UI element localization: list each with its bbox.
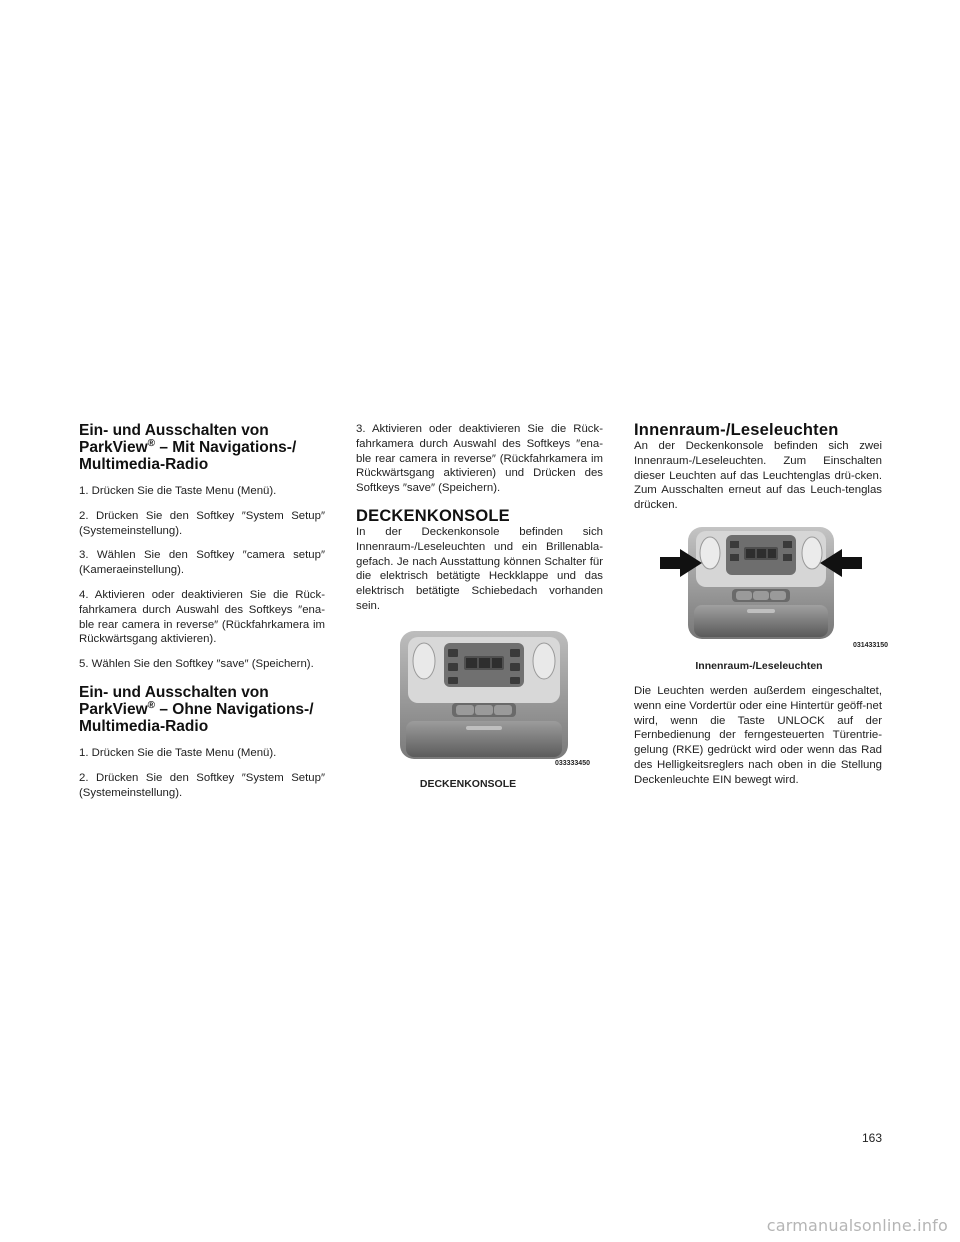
figure-caption: DECKENKONSOLE [419,777,517,790]
step-paragraph: 3. Wählen Sie den Softkey ″camera setup″ (Kameraeinstellung). [79,549,325,577]
column-middle [356,422,603,790]
overhead-console-figure [400,631,590,790]
step-paragraph: 2. Drücken Sie den Softkey ″System Setup″ (Systemeinstellung). [79,771,325,799]
step-paragraph: 1. Drücken Sie die Taste Menu (Menü). [79,746,277,759]
body-paragraph: Die Leuchten werden außerdem eingeschaltet, wenn eine Vordertür oder eine Hintertür geöff-net wird, wenn die Taste UNLOCK auf der Fernbedienung der ferngesteuerten Türentrie-gelung (RKE) gedrückt wird oder wenn das Rad des Helligkeitsreglers nach oben in die Stellung Deckenleuchte EIN bewegt wird. [634,684,882,786]
heading-line: Ein- und Ausschalten von [79,422,269,439]
heading-line: ParkView [79,439,148,456]
figure-caption: Innenraum-/Leseleuchten [695,659,823,672]
page-number: 163 [861,1131,882,1145]
watermark-text[interactable]: carmanualsonline.info [766,1216,948,1235]
heading-line: – Ohne Navigations-/ [155,700,314,718]
step-paragraph: 1. Drücken Sie die Taste Menu (Menü). [79,485,277,497]
heading-line: Ein- und Ausschalten von [79,683,269,701]
step-paragraph: 2. Drücken Sie den Softkey ″System Setup″ (Systemeinstellung). [79,509,325,537]
overhead-console-illustration [400,631,590,771]
section-heading-with-nav [79,422,325,473]
figure-code: 031433150 [852,641,888,649]
registered-mark: ® [147,437,156,449]
reading-lamps-figure [644,527,888,672]
body-paragraph: In der Deckenkonsole befinden sich Innenraum-/Leseleuchten und ein Brillenabla-gefach. Je nach Ausstattung können Schalter für die elektrisch betätigte Heckklappe und das elektrisch betätigte Schiebedach vorhanden sein. [356,525,603,612]
column-left [79,422,325,800]
heading-line: Multimedia-Radio [79,456,209,473]
figure-code: 033333450 [554,759,590,767]
section-heading-leseleuchten: Innenraum-/Leseleuchten [634,421,839,439]
registered-mark: ® [147,699,156,711]
heading-line: ParkView [79,700,148,718]
step-paragraph: 4. Aktivieren oder deaktivieren Sie die Rück-fahrkamera durch Auswahl des Softkeys ″ena-ble rear camera in reverse″ (Rückfahrkamera im Rückwärtsgang aktivieren). [79,588,325,646]
reading-lamps-illustration [644,527,888,651]
heading-line: – Mit Navigations-/ [155,439,297,456]
step-paragraph: 5. Wählen Sie den Softkey ″save″ (Speichern). [79,658,314,671]
column-right [634,421,888,788]
step-paragraph: 3. Aktivieren oder deaktivieren Sie die Rück-fahrkamera durch Auswahl des Softkeys ″ena-ble rear camera in reverse″ (Rückfahrkamera im Rückwärtsgang aktivieren) und Drücken des Softkeys ″save″ (Speichern). [356,423,603,495]
body-paragraph: An der Deckenkonsole befinden sich zwei Innenraum-/Leseleuchten. Zum Einschalten dieser Leuchten auf das Leuchtenglas drü-cken. Zum Ausschalten erneut auf das Leuch-tenglas drücken. [634,440,882,512]
section-heading-without-nav [79,684,325,735]
heading-line: Multimedia-Radio [79,717,209,735]
section-heading-deckenkonsole: DECKENKONSOLE [356,506,510,525]
